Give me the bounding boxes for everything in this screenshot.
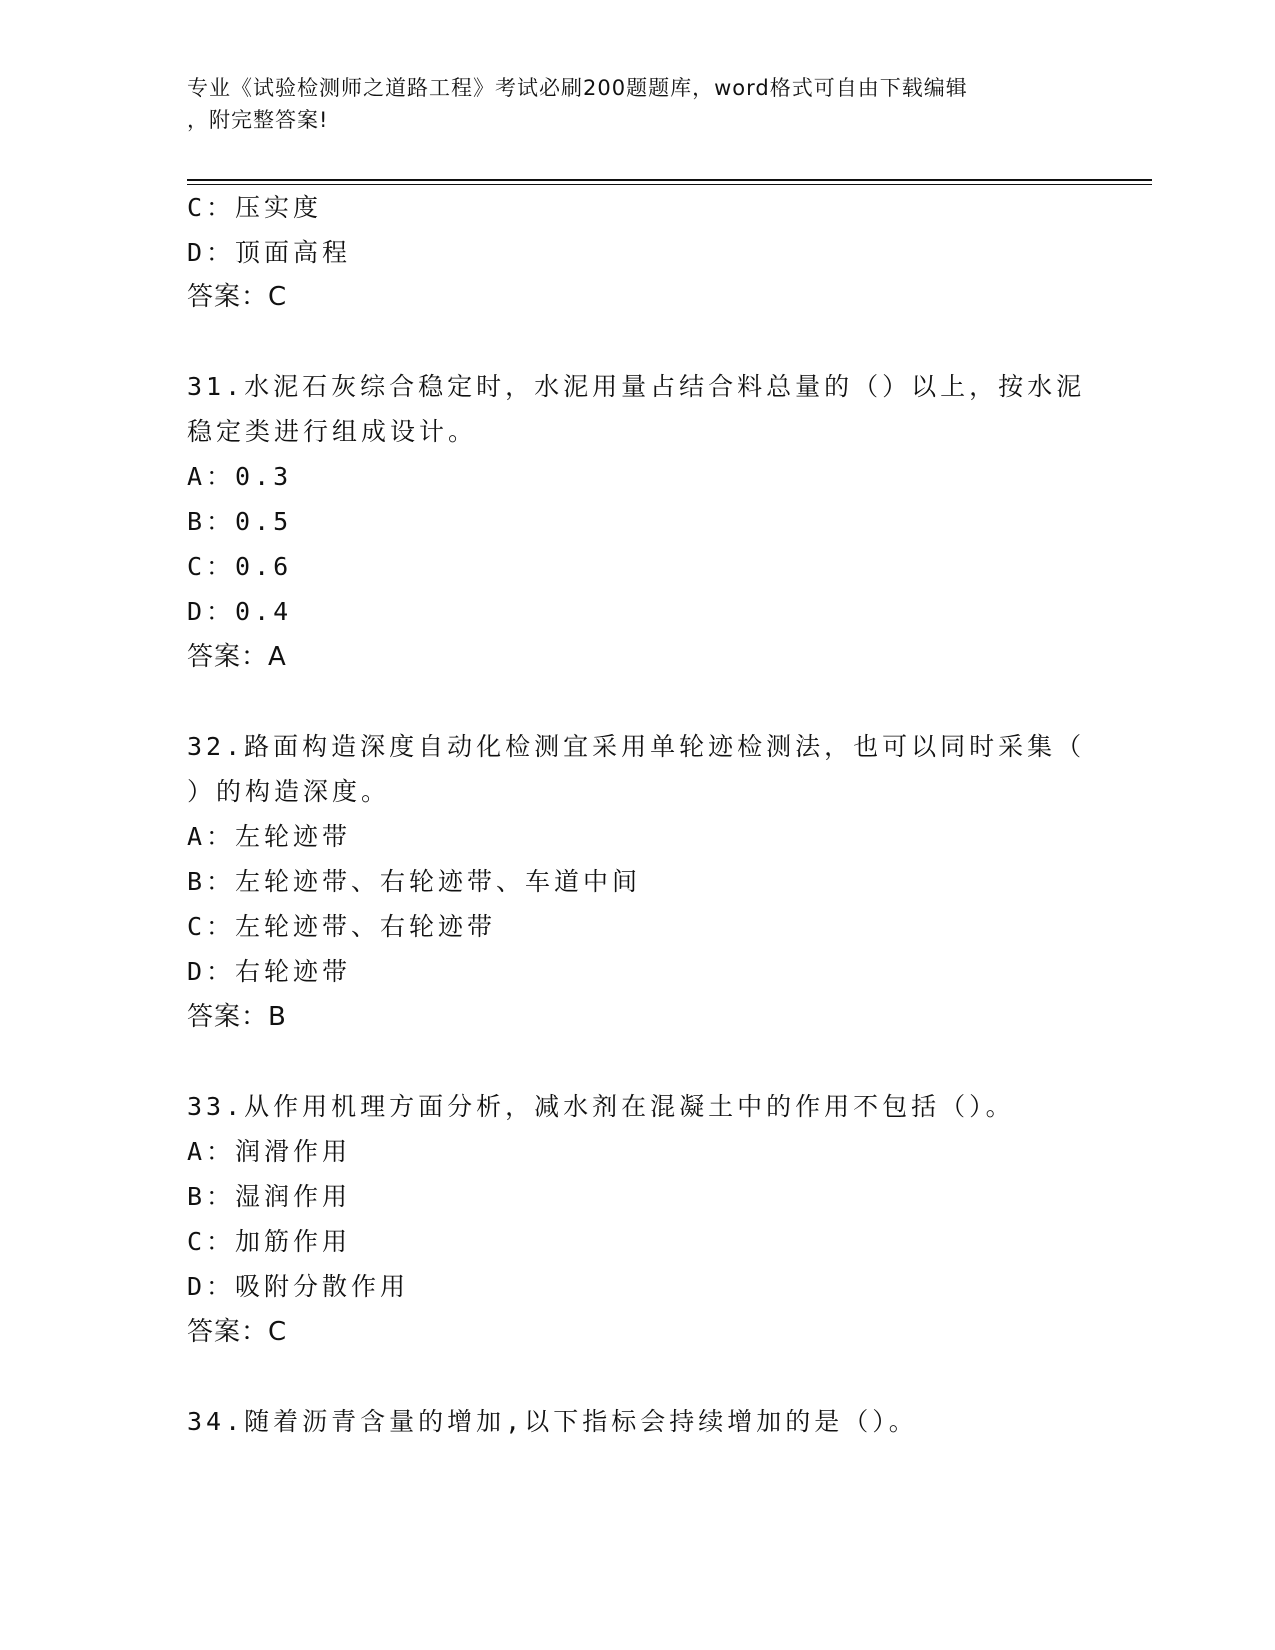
q32-stem-line-2: ）的构造深度。: [187, 777, 391, 806]
document-header: [187, 72, 1067, 136]
q32-option-b: B：左轮迹带、右轮迹带、车道中间: [187, 867, 642, 896]
prev-option-c: C：压实度: [187, 193, 323, 222]
q33-option-d: D：吸附分散作用: [187, 1272, 410, 1301]
q31-answer: 答案：A: [187, 642, 287, 672]
q32-answer: 答案：B: [187, 1002, 287, 1032]
header-divider-thin: [187, 184, 1152, 185]
q31-option-d: D：0.4: [187, 597, 293, 626]
q34-stem-line-1: 34.随着沥青含量的增加,以下指标会持续增加的是（）。: [187, 1407, 918, 1436]
q31-option-c: C：0.6: [187, 552, 293, 581]
q33-option-b: B：湿润作用: [187, 1182, 352, 1211]
header-divider-thick: [187, 179, 1152, 181]
q31-option-a: A：0.3: [187, 462, 293, 491]
q32-option-a: A：左轮迹带: [187, 822, 352, 851]
header-title-line-2: ，附完整答案!: [187, 108, 329, 132]
q32-option-d: D：右轮迹带: [187, 957, 352, 986]
q31-stem-line-1: 31.水泥石灰综合稳定时，水泥用量占结合料总量的（）以上，按水泥: [187, 372, 1086, 401]
q33-option-a: A：润滑作用: [187, 1137, 352, 1166]
q33-answer: 答案：C: [187, 1317, 288, 1347]
q33-stem-line-1: 33.从作用机理方面分析，减水剂在混凝土中的作用不包括（）。: [187, 1092, 1015, 1121]
prev-answer: 答案：C: [187, 282, 288, 312]
header-title-line-1: 专业《试验检测师之道路工程》考试必刷200题题库，word格式可自由下载编辑: [187, 76, 968, 100]
q32-option-c: C：左轮迹带、右轮迹带: [187, 912, 497, 941]
q31-stem-line-2: 稳定类进行组成设计。: [187, 417, 478, 446]
prev-option-d: D：顶面高程: [187, 238, 352, 267]
q33-option-c: C：加筋作用: [187, 1227, 352, 1256]
q32-stem-line-1: 32.路面构造深度自动化检测宜采用单轮迹检测法，也可以同时采集（: [187, 732, 1086, 761]
q31-option-b: B：0.5: [187, 507, 293, 536]
